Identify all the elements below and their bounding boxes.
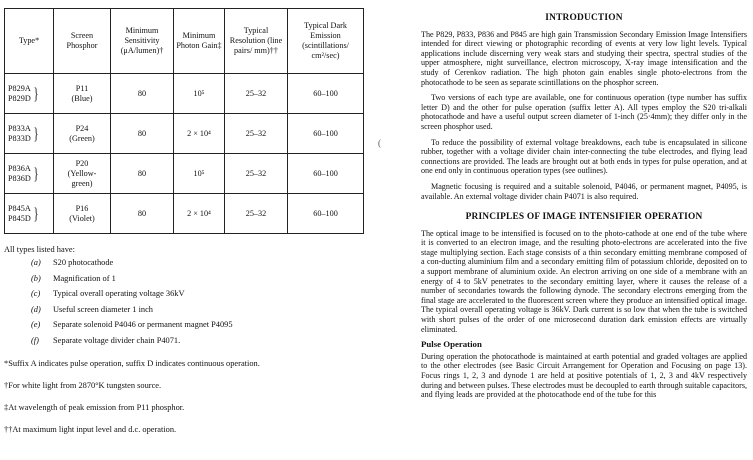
dark-emission-cell: 60–100 [288,114,364,154]
header-type: Type* [5,9,54,74]
brace-icon: } [33,83,39,103]
table-row [5,74,364,114]
brace-icon: } [33,123,39,143]
header-dark-emission: Typical Dark Emission (scintillations/ cm²/sec) [288,9,364,74]
phosphor-cell [54,74,111,114]
intro-heading: INTRODUCTION [545,13,623,23]
item-text: Useful screen diameter 1 inch [53,304,153,314]
item-text: Magnification of 1 [53,273,116,283]
phosphor-color: (Violet) [69,213,95,223]
brace-icon: } [33,163,39,183]
header-sensitivity: Minimum Sensitivity (μA/lumen)† [111,9,174,74]
phosphor-code: P16 [75,203,89,213]
left-column [4,8,376,447]
resolution-cell: 25–32 [225,154,288,194]
principles-paragraph: The optical image to be intensified is focused on to the photo-cathode at one end of the tube where it is converted to an electron image, and the resulting photo-electrons are accelerated into the five stage multiplying section. Each stage consists of a thin secondary emitting membrane composed of a con-ducting aluminium film and a secondary emitting film of potassium chloride, deposited on to a support membrane of aluminium oxide. An electron arriving on one side of a membrane with an energy of 4 to 5kV penetrates to the secondary emitting layer, where it causes the release of a number of secondaries towards the following dynode. The secondary electrons emerging from the final stage are accelerated to the fluorescent screen where they produce an intensified optical image. The typical overall operating voltage is 36kV. Dark current is so low that when the tube is switched with short pulses of the order of one microsecond duration dark emission effects are virtually eliminated. [421,228,747,334]
common-features [4,244,376,350]
sensitivity-cell: 80 [111,194,174,234]
principles-heading: PRINCIPLES OF IMAGE INTENSIFIER OPERATION [465,212,703,223]
sensitivity-cell: 80 [111,154,174,194]
phosphor-color: (Blue) [71,93,93,103]
spec-table [4,8,364,234]
phosphor-cell [54,194,111,234]
header-gain: Minimum Photon Gain‡ [174,9,225,74]
item-key: (a) [31,258,41,267]
phosphor-cell [54,154,111,194]
header-phosphor: Screen Phosphor [54,9,111,74]
item-text: Separate solenoid P4046 or permanent magnet P4095 [53,320,233,329]
right-column [421,14,747,406]
footnote-double-dagger: ‡At wavelength of peak emission from P11 phosphor. [4,403,185,412]
phosphor-code: P24 [75,123,89,133]
list-item [31,335,376,351]
type-a: P829A [8,83,31,93]
pulse-heading: Pulse Operation [421,339,482,350]
list-item [31,288,376,304]
common-features-list [4,257,376,350]
item-text: Separate voltage divider chain P4071. [53,335,181,345]
item-key: (d) [31,304,41,314]
footnote-suffix: *Suffix A indicates pulse operation, suffix D indicates continuous operation. [4,359,260,368]
item-text: S20 photocathode [53,258,114,267]
margin-mark: ( [378,138,381,148]
pulse-paragraph: During operation the photocathode is maintained at earth potential and graded voltages are applied to the other electrodes (see Basic Circuit Arrangement for Operation and Focusing on page 13). Focus rings 1, 2, 3 and dynode 1 are held at positive potentials of 1, 2, 3 and 4kV respectively during and between pulses. These electrodes must be decoupled to earth through suitable capacitors, and flying leads are provided at the photocathode end of the tube for this [421,351,747,400]
dark-emission-cell: 60–100 [288,194,364,234]
footnotes [4,359,376,434]
type-a: P833A [8,123,31,133]
item-key: (b) [31,273,41,283]
type-d: P829D [8,93,31,103]
item-key: (e) [31,320,41,329]
item-text: Typical overall operating voltage 36kV [53,289,185,298]
intro-paragraph: Magnetic focusing is required and a suitable solenoid, P4046, or permanent magnet, P4095, is available. An external voltage divider chain P4071 is also required. [421,181,747,201]
type-cell [5,114,54,154]
sensitivity-cell: 80 [111,74,174,114]
item-key: (c) [31,289,41,298]
phosphor-code: P20 [75,158,89,168]
dark-emission-cell: 60–100 [288,74,364,114]
phosphor-code: P11 [75,83,89,93]
common-features-intro: All types listed have: [4,245,75,254]
phosphor-cell [54,114,111,154]
list-item [31,273,376,289]
table-row [5,194,364,234]
table-row [5,114,364,154]
type-cell [5,154,54,194]
sensitivity-cell: 80 [111,114,174,154]
resolution-cell: 25–32 [225,194,288,234]
header-resolution: Typical Resolution (line pairs/ mm)†† [225,9,288,74]
type-d: P845D [8,213,31,223]
gain-cell: 2 × 10⁴ [174,114,225,154]
resolution-cell: 25–32 [225,74,288,114]
type-cell [5,74,54,114]
list-item [31,257,376,273]
intro-paragraph: The P829, P833, P836 and P845 are high gain Transmission Secondary Emission Image Intensifiers intended for direct viewing or photographic recording of events at very low light levels. Typical applications include discerning very weak stars and studying their spectra, spectral studies of the upper atmosphere, night surveillance, electron microscopy, X-ray image intensification and the study of Cerenkov radiation. The high photon gain enables single photo-electrons from the photocathode to be seen as separate scintillations on the phosphor screen. [421,29,747,87]
gain-cell: 2 × 10⁴ [174,194,225,234]
phosphor-color: (Green) [69,133,95,143]
list-item [31,319,376,335]
phosphor-color-cont: green) [71,178,93,188]
spec-table-header [5,9,364,74]
list-item [31,304,376,320]
type-a: P836A [8,163,31,173]
gain-cell: 10⁵ [174,154,225,194]
footnote-dagger: †For white light from 2870°K tungsten source. [4,381,162,390]
intro-paragraph: Two versions of each type are available, one for continuous operation (type number has suffix letter D) and the other for pulse operation (suffix letter A). All types employ the S20 tri-alkali photocathode and have a useful output screen diameter of 1-inch (25·4mm); they differ only in the screen phosphor used. [421,93,747,131]
type-a: P845A [8,203,31,213]
type-d: P836D [8,173,31,183]
dark-emission-cell: 60–100 [288,154,364,194]
intro-paragraph: To reduce the possibility of external voltage breakdowns, each tube is encapsulated in silicone rubber, together with a voltage divider chain inter-connecting the tube electrodes, and flying lead connections are provided. The leads are brought out at both ends in types for pulse operation, and at one end only in continuous operation types (see outlines). [421,137,747,176]
type-cell [5,194,54,234]
table-row [5,154,364,194]
brace-icon: } [33,203,39,223]
resolution-cell: 25–32 [225,114,288,154]
gain-cell: 10⁵ [174,74,225,114]
phosphor-color: (Yellow- [67,168,97,178]
type-d: P833D [8,133,31,143]
footnote-double-dagger-2: ††At maximum light input level and d.c. operation. [4,425,177,434]
item-key: (f) [31,335,39,345]
